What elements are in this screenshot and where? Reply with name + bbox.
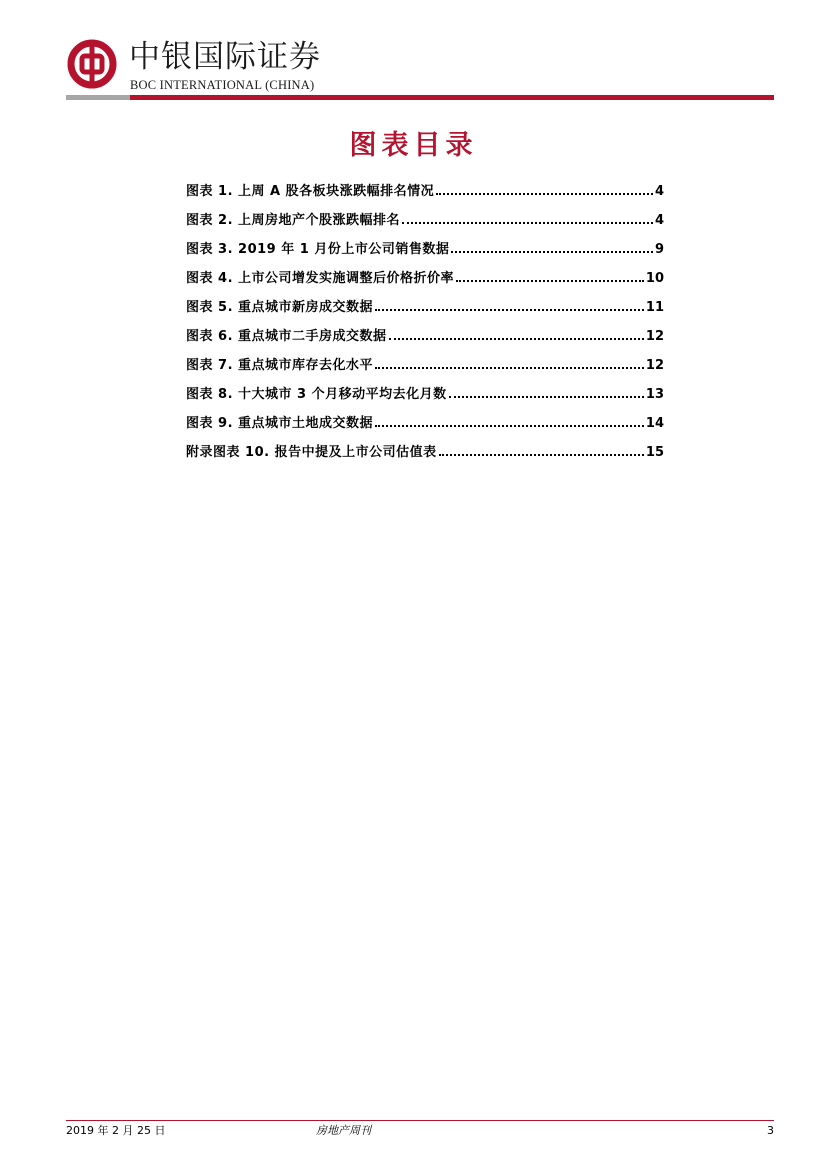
toc-dot-leader: [375, 309, 644, 311]
header-rule-gray-segment: [66, 95, 130, 100]
toc-entry-label: 图表 7. 重点城市库存去化水平: [186, 358, 374, 373]
toc-entry[interactable]: [186, 267, 664, 296]
toc-dot-leader: [402, 222, 653, 224]
toc-entry-page: 4: [654, 213, 664, 228]
toc-entry-page: 10: [645, 271, 664, 286]
boc-logo-icon: [66, 38, 118, 90]
toc-dot-leader: [439, 454, 644, 456]
header-rule: [66, 95, 774, 100]
toc-entry-page: 12: [645, 329, 664, 344]
footer-page-number: 3: [767, 1124, 774, 1137]
toc-entry-page: 11: [645, 300, 664, 315]
toc-entry[interactable]: [186, 209, 664, 238]
footer-publication: 房地产周刊: [316, 1124, 371, 1137]
toc-title: 图表目录: [349, 130, 478, 161]
toc-dot-leader: [451, 251, 653, 253]
toc-entry-page: 14: [645, 416, 664, 431]
toc-entry[interactable]: [186, 325, 664, 354]
toc-dot-leader: [389, 338, 644, 340]
toc-entry[interactable]: [186, 180, 664, 209]
header-rule-red-segment: [130, 95, 774, 100]
footer-rule: [66, 1120, 774, 1121]
toc-entry[interactable]: [186, 296, 664, 325]
footer-date: 2019 年 2 月 25 日: [66, 1124, 166, 1137]
toc-entry[interactable]: [186, 354, 664, 383]
table-of-figures: [186, 180, 664, 470]
page-footer: [66, 1124, 774, 1140]
toc-entry[interactable]: [186, 383, 664, 412]
toc-dot-leader: [375, 425, 644, 427]
toc-entry-label: 图表 2. 上周房地产个股涨跌幅排名: [186, 213, 401, 228]
toc-entry-page: 9: [654, 242, 664, 257]
toc-entry[interactable]: [186, 441, 664, 470]
toc-entry-label: 图表 5. 重点城市新房成交数据: [186, 300, 374, 315]
toc-entry-page: 12: [645, 358, 664, 373]
toc-entry-label: 图表 1. 上周 A 股各板块涨跌幅排名情况: [186, 184, 435, 199]
toc-dot-leader: [436, 193, 653, 195]
toc-entry-page: 15: [645, 445, 664, 460]
toc-entry-label: 图表 8. 十大城市 3 个月移动平均去化月数: [186, 387, 447, 402]
brand-name-chinese: 中银国际证券: [129, 39, 321, 75]
toc-entry-page: 4: [654, 184, 664, 199]
brand-name-english: BOC INTERNATIONAL (CHINA): [130, 78, 315, 92]
toc-entry-label: 图表 6. 重点城市二手房成交数据: [186, 329, 387, 344]
toc-entry[interactable]: [186, 238, 664, 267]
toc-entry-label: 图表 4. 上市公司增发实施调整后价格折价率: [186, 271, 455, 286]
toc-entry-page: 13: [645, 387, 664, 402]
toc-entry[interactable]: [186, 412, 664, 441]
page-header: [66, 38, 774, 102]
toc-dot-leader: [456, 280, 644, 282]
toc-dot-leader: [449, 396, 644, 398]
toc-entry-label: 图表 9. 重点城市土地成交数据: [186, 416, 374, 431]
toc-entry-label: 附录图表 10. 报告中提及上市公司估值表: [186, 445, 437, 460]
toc-entry-label: 图表 3. 2019 年 1 月份上市公司销售数据: [186, 242, 450, 257]
toc-dot-leader: [375, 367, 644, 369]
